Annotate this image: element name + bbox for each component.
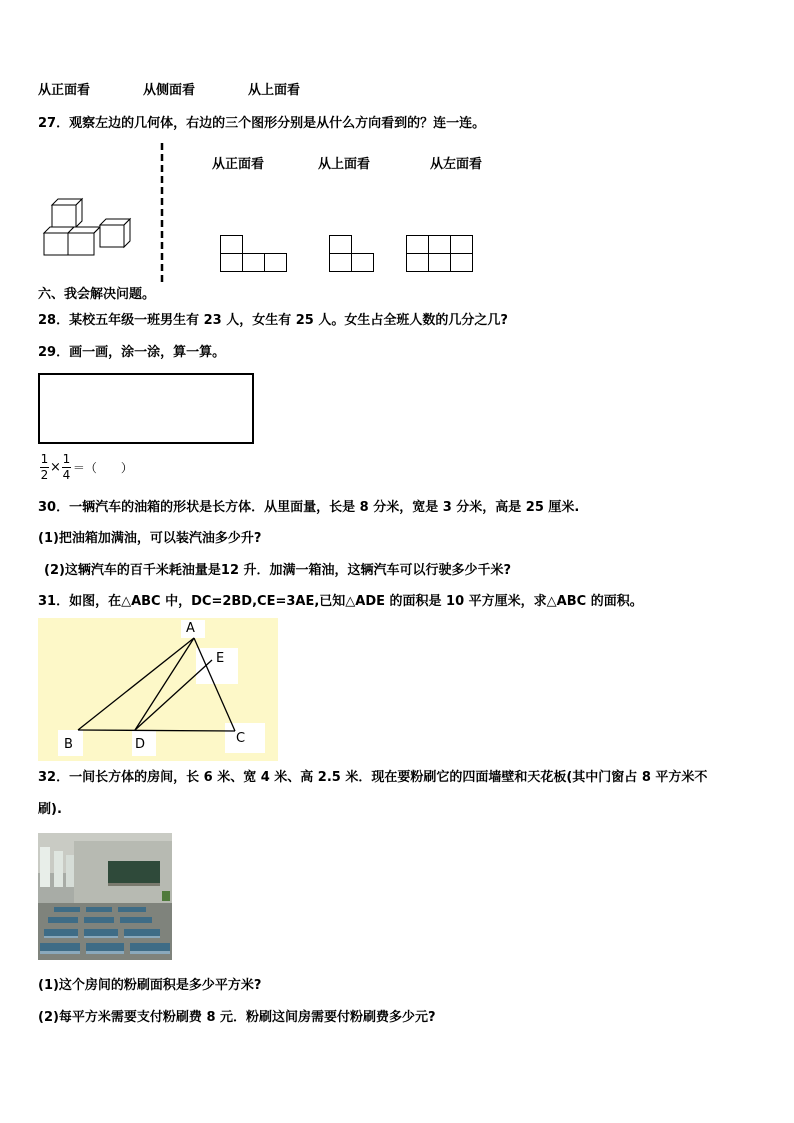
- solid-figure: [40, 195, 140, 260]
- section-6-heading: 六、我会解决问题。: [38, 287, 156, 302]
- fraction-1-numerator: 1: [40, 452, 49, 466]
- fraction-1: [40, 453, 49, 482]
- vertex-label-c: C: [236, 731, 246, 746]
- fraction-expression: [40, 453, 133, 482]
- view-figure-1: [220, 235, 288, 273]
- question-30: 30．一辆汽车的油箱的形状是长方体．从里面量，长是 8 分米，宽是 3 分米，高是 25 厘米.: [38, 500, 580, 515]
- times-sign: ×: [50, 460, 61, 475]
- view-label-side-top: 从侧面看: [143, 83, 196, 98]
- fraction-1-denominator: 2: [40, 468, 49, 482]
- question-32-sub-1: (1)这个房间的粉刷面积是多少平方米?: [38, 978, 262, 993]
- question-32-sub-2: (2)每平方米需要支付粉刷费 8 元．粉刷这间房需要付粉刷费多少元?: [38, 1010, 436, 1025]
- view-label-top-top: 从上面看: [248, 83, 301, 98]
- point-label-d: D: [135, 737, 146, 752]
- view-figure-2: [329, 235, 375, 273]
- fraction-2-denominator: 4: [62, 468, 71, 482]
- fraction-2-numerator: 1: [62, 452, 71, 466]
- point-label-e: E: [216, 651, 225, 666]
- fraction-2: [62, 453, 71, 482]
- q27-label-left: 从左面看: [430, 157, 483, 172]
- q27-label-front: 从正面看: [212, 157, 265, 172]
- view-label-front-top: 从正面看: [38, 83, 91, 98]
- drawing-rectangle: [38, 373, 254, 444]
- question-32-line-1: 32．一间长方体的房间，长 6 米、宽 4 米、高 2.5 米．现在要粉刷它的四面墙壁和天花板(其中门窗占 8 平方米不: [38, 770, 708, 785]
- vertex-label-a: A: [186, 621, 195, 636]
- classroom-photo: [38, 833, 172, 960]
- equals-blank: ＝（ ）: [72, 461, 133, 475]
- q27-label-top: 从上面看: [318, 157, 371, 172]
- question-28: 28．某校五年级一班男生有 23 人，女生有 25 人。女生占全班人数的几分之几?: [38, 313, 508, 328]
- vertex-label-b: B: [64, 737, 73, 752]
- question-30-sub-1: (1)把油箱加满油，可以装汽油多少升?: [38, 531, 262, 546]
- dashed-divider: [160, 143, 164, 283]
- view-figure-3: [406, 235, 474, 273]
- question-27: 27．观察左边的几何体，右边的三个图形分别是从什么方向看到的？连一连。: [38, 116, 486, 131]
- question-32-line-2: 刷).: [38, 802, 62, 817]
- question-29: 29．画一画，涂一涂，算一算。: [38, 345, 226, 360]
- question-31: 31．如图，在△ABC 中，DC=2BD,CE=3AE,已知△ADE 的面积是 10 平方厘米，求△ABC 的面积。: [38, 594, 643, 609]
- question-30-sub-2: (2)这辆汽车的百千米耗油量是12 升．加满一箱油，这辆汽车可以行驶多少千米?: [44, 563, 512, 578]
